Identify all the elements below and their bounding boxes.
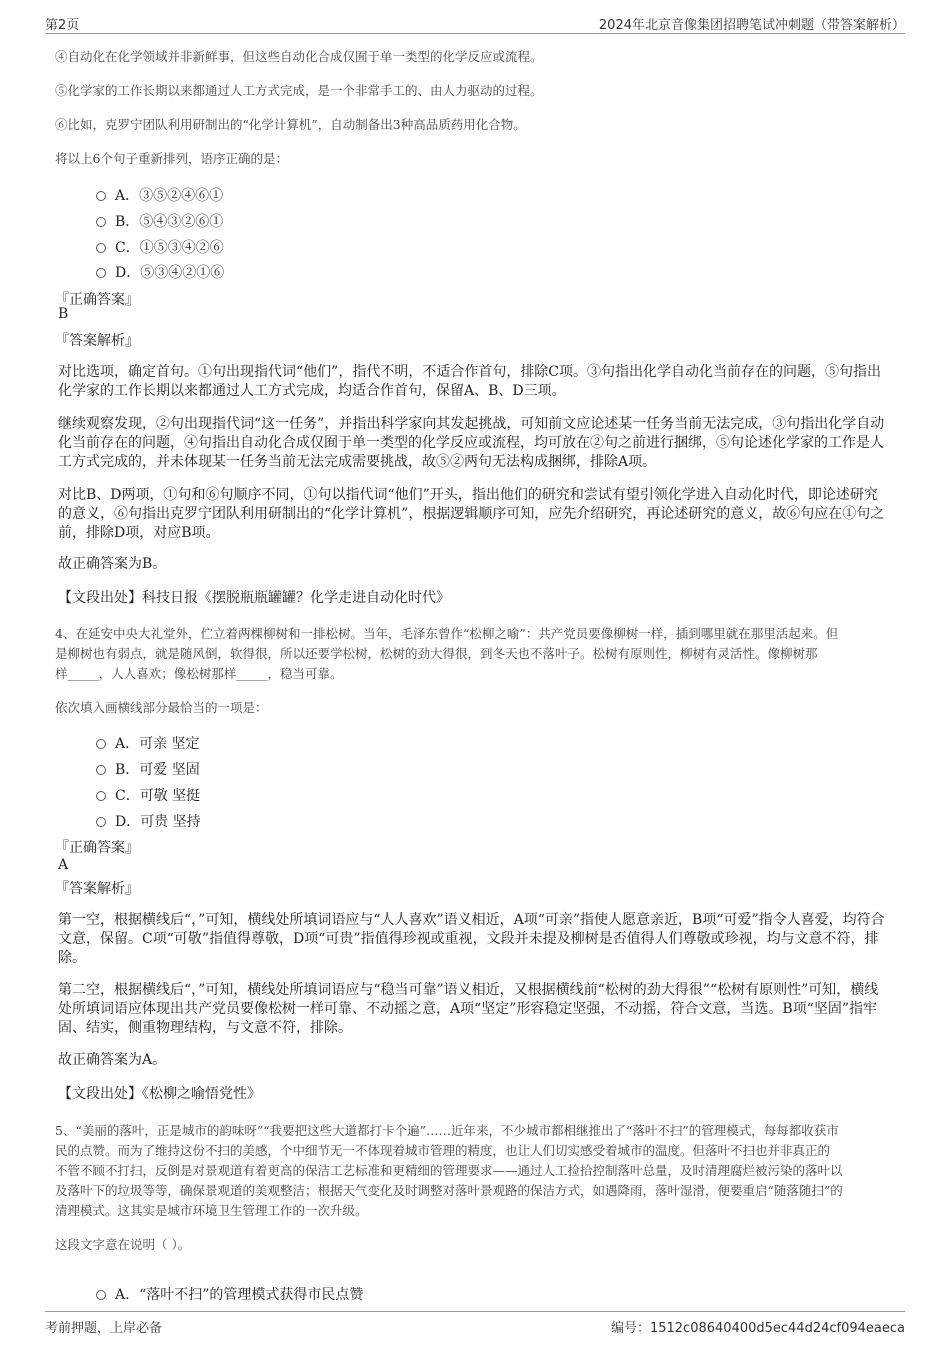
radio-icon[interactable] [96,765,106,775]
q5-stem-line-2: 民的点赞。而为了维持这份不扫的美感，个中细节无一不体现着城市管理的精度，也让人们切实感受着城市的温度。但落叶不扫也并非真正的 [55,1143,831,1158]
page-footer [45,1311,905,1346]
q4-answer: A [58,857,69,873]
radio-icon[interactable] [96,791,106,801]
q5-stem-line-4: 及落叶下的垃圾等等，确保景观道的美观整洁；根据天气变化及时调整对落叶景观路的保洁方式，如遇降雨，落叶湿滑，便要重启“随落随扫”的 [55,1183,843,1198]
q3-prompt: 将以上6个句子重新排列，语序正确的是： [55,151,288,166]
q4-option-c[interactable]: C．可敬 坚挺 [96,785,200,805]
q3-option-a[interactable]: A．③⑤②④⑥① [96,185,223,205]
document-serial: 编号：1512c08640400d5ec44d24cf094eaeca [610,1321,905,1336]
q4-analysis-p2: 第二空，根据横线后“，”可知，横线处所填词语应与“稳当可靠”语义相近，又根据横线前“松树的劲大得很”“松树有原则性”可知，横线处所填词语应体现出共产党员要像松树一样可靠、不动摇之意，A项“坚定”形容稳定坚强，不动摇，符合文意，当选。B项“坚固”指牢固、结实，侧重物理结构，与文意不符，排除。 [58,982,879,1036]
q3-sentence-4: ④自动化在化学领域并非新鲜事，但这些自动化合成仅囿于单一类型的化学反应或流程。 [55,49,543,64]
q4-option-a[interactable]: A．可亲 坚定 [96,733,200,753]
q5-stem-line-1: 5、“美丽的落叶，正是城市的韵味呀”“我要把这些大道都打卡个遍”……近年来，不少城市都相继推出了“落叶不扫”的管理模式，每每都收获市 [55,1123,839,1138]
page-number: 第2页 [45,18,80,33]
q3-sentence-5: ⑤化学家的工作长期以来都通过人工方式完成，是一个非常手工的、由人力驱动的过程。 [55,83,543,98]
q4-analysis-p1: 第一空，根据横线后“，”可知，横线处所填词语应与“人人喜欢”语义相近，A项“可亲”指使人愿意亲近，B项“可爱”指令人喜爱，均符合文意，保留。C项“可敬”指值得尊敬，D项“可贵”指值得珍视或重视，文段并未提及柳树是否值得人们尊敬或珍视，均与文意不符，排除。 [58,912,885,966]
document-title: 2024年北京音像集团招聘笔试冲刺题（带答案解析） [598,18,905,33]
q3-analysis-p2: 继续观察发现，②句出现指代词“这一任务”，并指出科学家向其发起挑战，可知前文应论述某一任务当前无法完成，③句指出化学自动化当前存在的问题，④句指出自动化合成仅囿于单一类型的化学反应或流程，均可放在②句之前进行捆绑，⑤句论述化学家的工作是人工方式完成的，并未体现某一任务当前无法完成需要挑战，故⑤②两句无法构成捆绑，排除A项。 [58,416,885,470]
q4-option-d[interactable]: D．可贵 坚持 [96,811,201,831]
q3-option-d[interactable]: D．⑤③④②①⑥ [96,262,224,282]
q5-prompt: 这段文字意在说明（ ）。 [55,1237,191,1252]
q4-source: 【文段出处】《松柳之喻悟党性》 [58,1086,261,1102]
q4-analysis-p3: 故正确答案为A。 [58,1052,167,1068]
q3-analysis-p1: 对比选项，确定首句。①句出现指代词“他们”，指代不明，不适合作首句，排除C项。③句指出化学自动化当前存在的问题，⑤句指出化学家的工作长期以来都通过人工方式完成，均适合作首句，保留A、B、D三项。 [58,364,882,399]
q3-analysis-p3: 对比B、D两项，①句和⑥句顺序不同，①句以指代词“他们”开头，指出他们的研究和尝试有望引领化学进入自动化时代，即论述研究的意义，⑥句指出克罗宁团队利用研制出的“化学计算机”，根据逻辑顺序可知，应先介绍研究，再论述研究的意义，故⑥句应在①句之前，排除D项，对应B项。 [58,487,885,541]
q4-stem-line-1: 4、在延安中央大礼堂外，伫立着两棵柳树和一排松树。当年，毛泽东曾作“松柳之喻”：共产党员要像柳树一样，插到哪里就在那里活起来。但 [55,626,839,641]
radio-icon[interactable] [96,739,106,749]
q3-answer-label: 『正确答案』 [55,292,139,308]
q4-analysis-label: 『答案解析』 [55,881,139,897]
q4-prompt: 依次填入画横线部分最恰当的一项是： [55,700,268,715]
radio-icon[interactable] [96,1290,106,1300]
radio-icon[interactable] [96,243,106,253]
q5-stem-line-5: 清理模式。这其实是城市环境卫生管理工作的一次升级。 [55,1203,368,1218]
radio-icon[interactable] [96,268,106,278]
q3-option-b[interactable]: B．⑤④③②⑥① [96,211,223,231]
q3-source: 【文段出处】科技日报《摆脱瓶瓶罐罐？化学走进自动化时代》 [58,590,450,606]
q3-sentence-6: ⑥比如，克罗宁团队利用研制出的“化学计算机”，自动制备出3种高品质药用化合物。 [55,117,526,132]
q4-answer-label: 『正确答案』 [55,840,139,856]
q3-analysis-label: 『答案解析』 [55,333,139,349]
radio-icon[interactable] [96,191,106,201]
q3-analysis-p4: 故正确答案为B。 [58,556,167,572]
q3-answer: B [58,306,69,322]
q4-option-b[interactable]: B．可爱 坚固 [96,759,200,779]
radio-icon[interactable] [96,817,106,827]
q5-stem-line-3: 不管不顾不打扫，反倒是对景观道有着更高的保洁工艺标准和更精细的管理要求——通过人工捡拾控制落叶总量，及时清理腐烂被污染的落叶以 [55,1163,843,1178]
footer-slogan: 考前押题，上岸必备 [45,1321,163,1336]
q3-option-c[interactable]: C．①⑤③④②⑥ [96,237,224,257]
page-header [45,0,905,34]
q4-stem-line-3: 样_____，人人喜欢；像松树那样_____，稳当可靠。 [55,666,343,681]
radio-icon[interactable] [96,217,106,227]
q5-option-a[interactable]: A．“落叶不扫”的管理模式获得市民点赞 [96,1284,363,1304]
q4-stem-line-2: 是柳树也有弱点，就是随风倒，软得很，所以还要学松树，松树的劲大得很，到冬天也不落叶子。松树有原则性，柳树有灵活性。像柳树那 [55,646,818,661]
